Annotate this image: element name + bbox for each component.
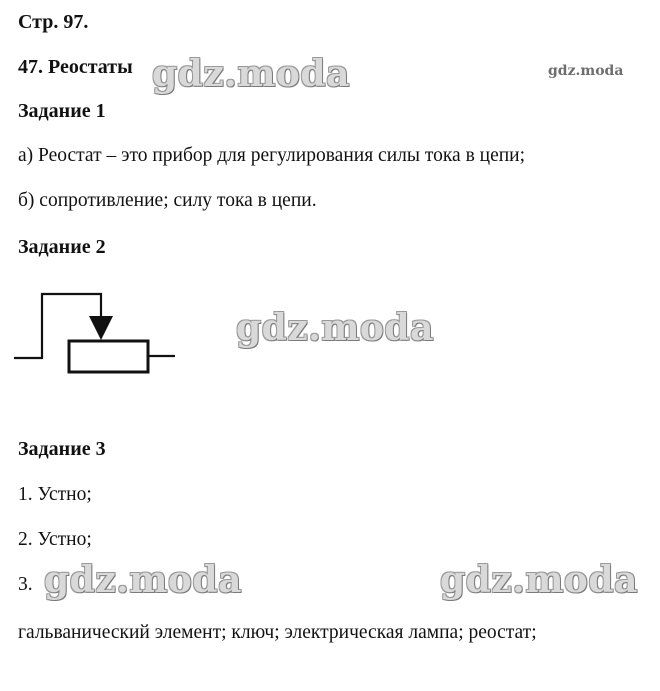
task-3-item-2: 2. Устно;: [18, 529, 92, 550]
task-1-answer-b: б) сопротивление; силу тока в цепи.: [18, 190, 317, 211]
task-1-title: Задание 1: [18, 100, 106, 122]
task-2-title: Задание 2: [18, 236, 106, 258]
task-1-answer-a: а) Реостат – это прибор для регулирования силы тока в цепи;: [18, 145, 526, 166]
watermark-logo: gdz.moda: [440, 559, 638, 601]
task-3-item-1: 1. Устно;: [18, 484, 92, 505]
task-3-item-3-label: 3.: [18, 574, 33, 595]
watermark-logo: gdz.moda: [152, 53, 350, 95]
page-label: Стр. 97.: [18, 11, 89, 33]
watermark-logo-small: gdz.moda: [548, 63, 624, 79]
rheostat-symbol-icon: [0, 280, 190, 380]
watermark-logo: gdz.moda: [44, 559, 242, 601]
task-3-title: Задание 3: [18, 438, 106, 460]
section-title: 47. Реостаты: [18, 56, 133, 78]
task-3-answer: гальванический элемент; ключ; электрическая лампа; реостат;: [18, 622, 537, 643]
watermark-logo: gdz.moda: [236, 307, 434, 349]
